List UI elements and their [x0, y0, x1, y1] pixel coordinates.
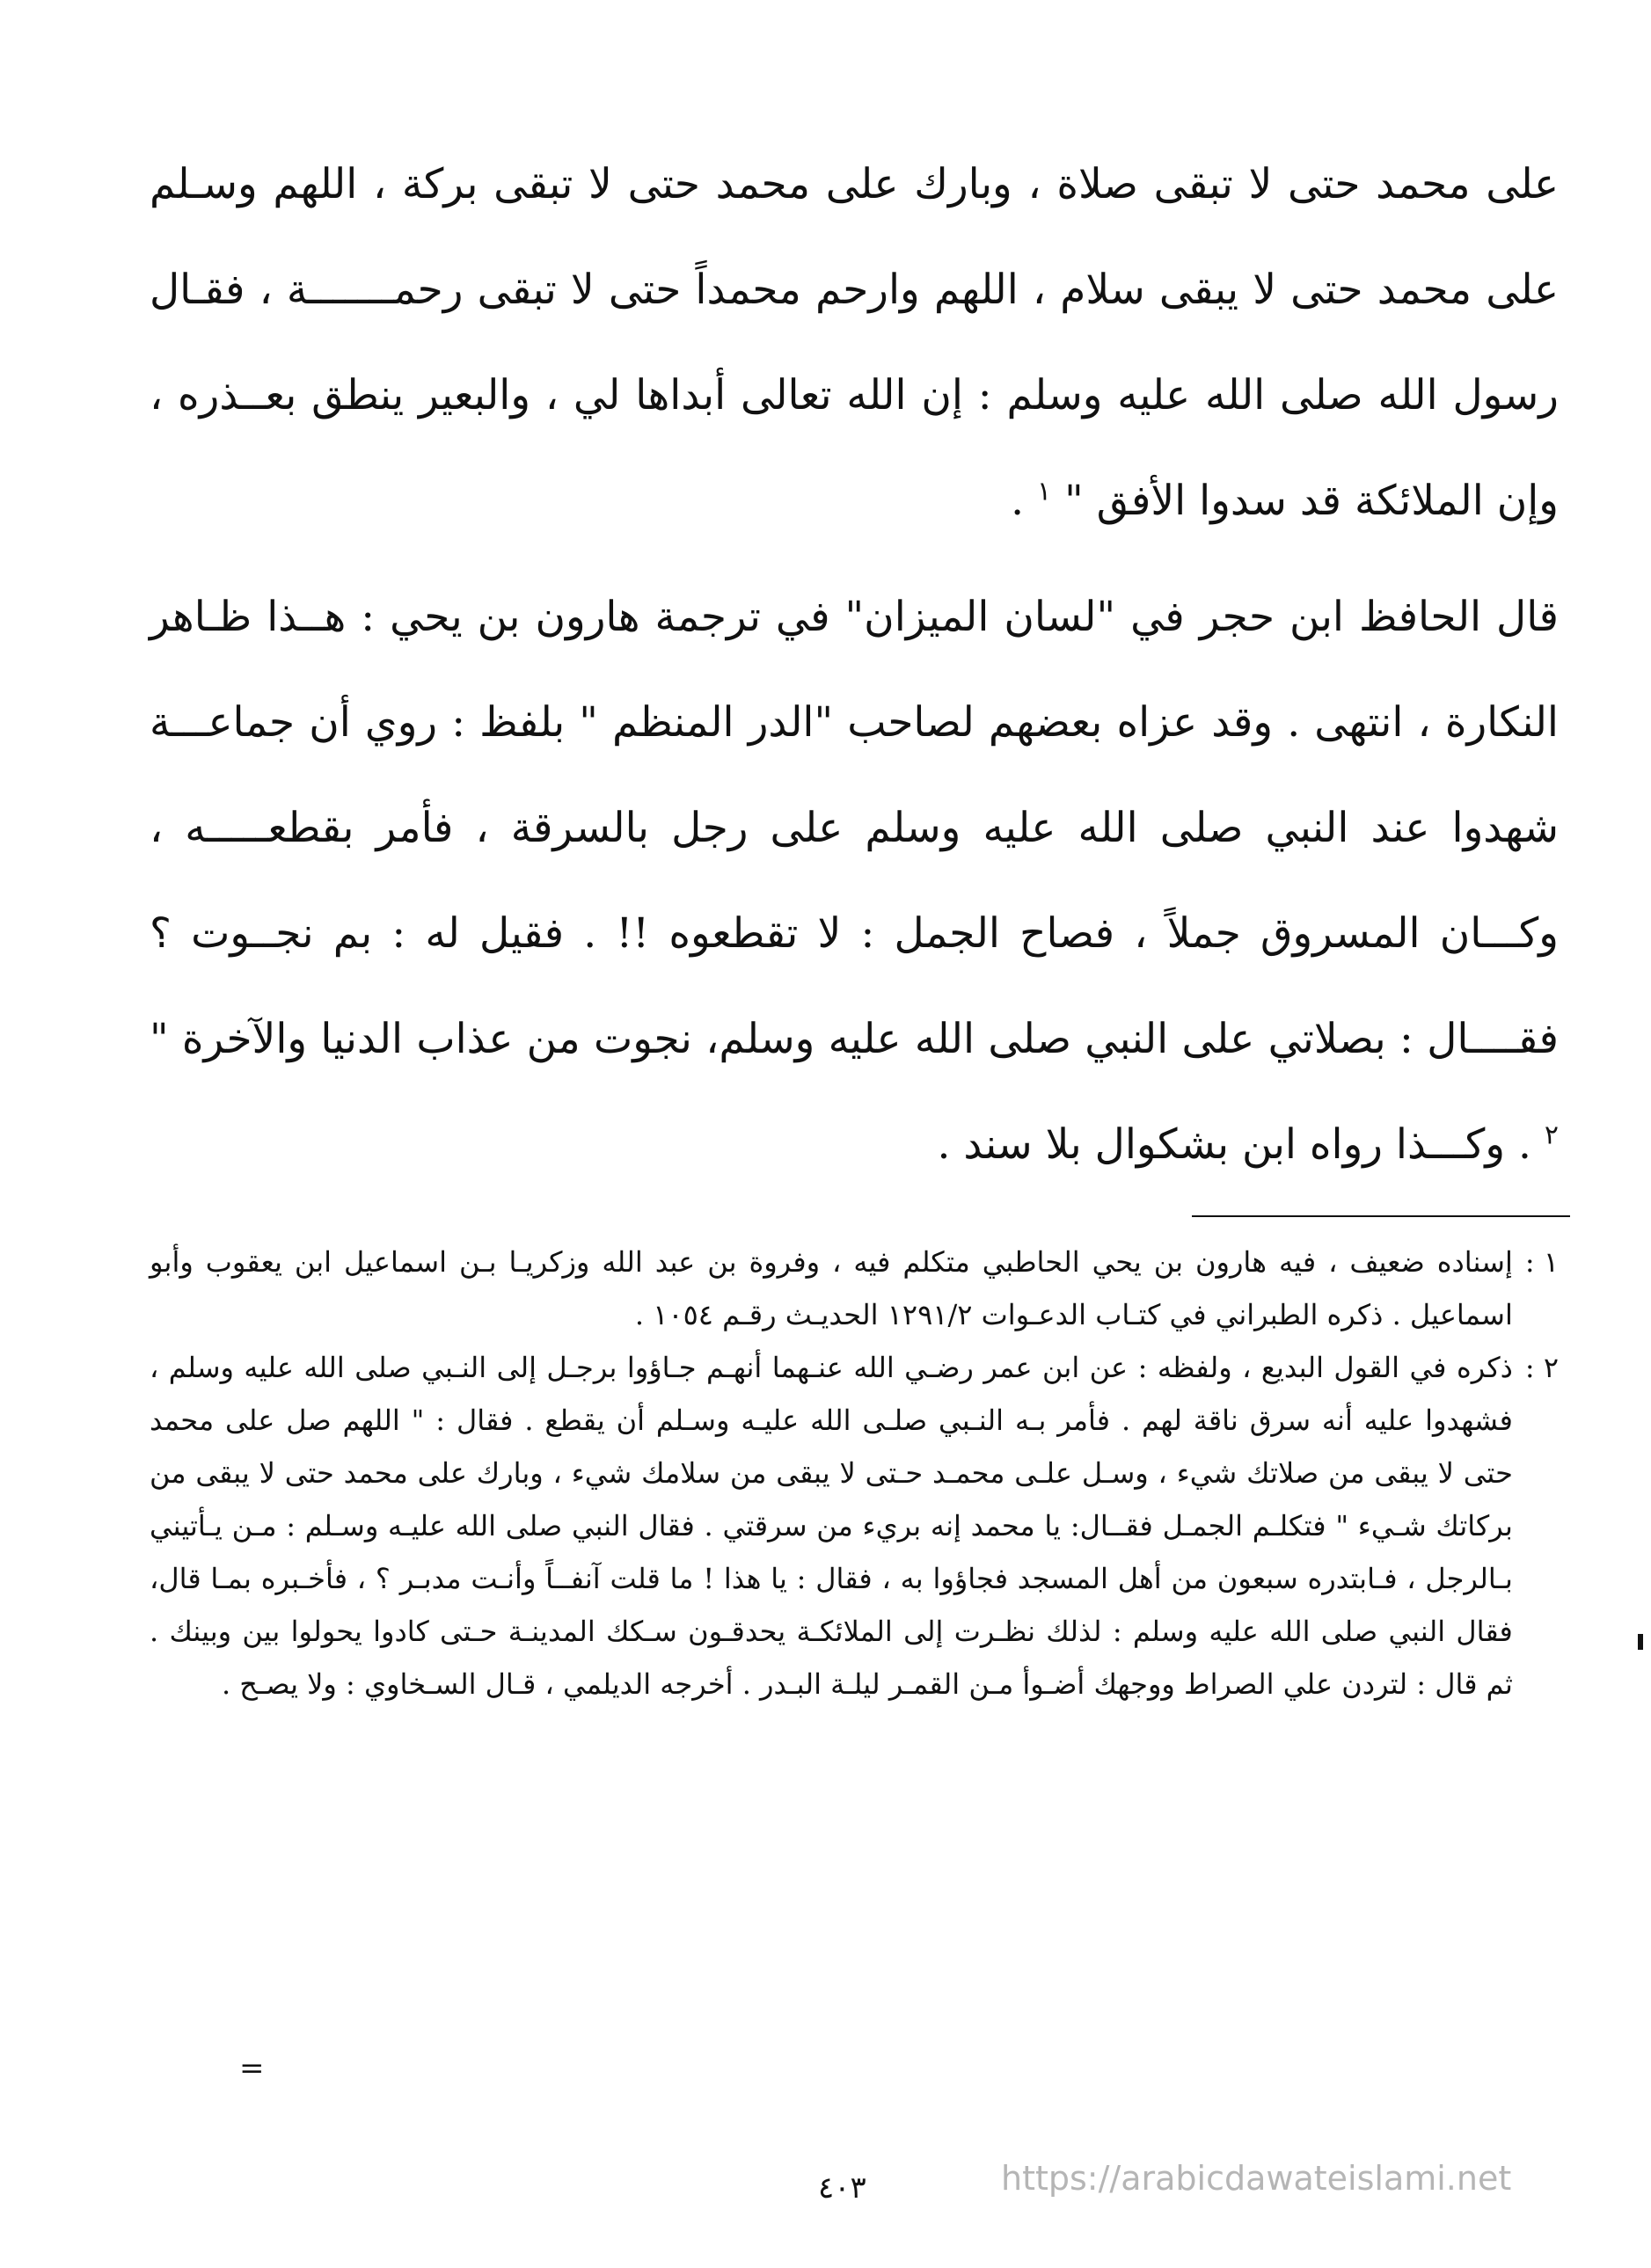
footnote-ref-2: ٢ [1544, 1119, 1559, 1151]
paragraph-1-end: . [1011, 477, 1025, 525]
footnote-divider [1192, 1215, 1570, 1217]
footnote-1 [150, 1236, 1559, 1341]
footnote-1-text: إسناده ضعيف ، فيه هارون بن يحي الحاطبي متكلم فيه ، وفروة بن عبد الله وزكريـا بـن اسماعيل ابن يعقوب وأبو اسماعيل . ذكره الطبراني في كتـاب الدعـوات ١٢٩١/٢ الحديـث رقـم ١٠٥٤ . [150, 1245, 1513, 1331]
footnote-2-text: ذكره في القول البديع ، ولفظه : عن ابن عمر رضـي الله عنـهما أنهـم جـاؤوا برجـل إلى النـبي صلى الله عليه وسلم ، فشهدوا عليه أنه سرق ناقة لهم . فأمر بـه النـبي صلـى الله عليـه وسـلم أن يقطع . فقال : " اللهم صل على محمد حتى لا يبقى من صلاتك شيء ، وسـل علـى محمـد حـتى لا يبقى من سلامك شيء ، وبارك على محمد حتى لا يبقى من بركاتك شـيء " فتكلـم الجمـل فقــال: يا محمد إنه بريء من سرقتي . فقال النبي صلى الله عليـه وسـلم : مـن يـأتيني بـالرجل ، فـابتدره سبعون من أهل المسجد فجاؤوا به ، فقال : يا هذا ! ما قلت آنفــاً وأنـت مدبـر ؟ ، فأخـبره بمـا قال، فقال النبي صلى الله عليه وسلم : لذلك نظـرت إلى الملائكـة يحدقـون سـكك المدينـة حـتى كادوا يحولوا بين وبينك . ثم قال : لتردن علي الصراط ووجهك أضـوأ مـن القمـر ليلـة البـدر . أخرجه الديلمي ، قـال السـخاوي : ولا يصـح . [150, 1351, 1513, 1701]
watermark-url: https://arabicdawateislami.net [1001, 2159, 1512, 2198]
footnotes-section [150, 1236, 1559, 1710]
page-number: ٤٠٣ [818, 2170, 866, 2206]
footnote-ref-1: ١ [1037, 476, 1052, 507]
main-paragraph-2 [150, 565, 1559, 1198]
scan-margin-mark [1638, 1634, 1643, 1650]
footnote-1-marker: ١ : [1524, 1245, 1559, 1279]
main-paragraph-1 [150, 132, 1559, 554]
paragraph-2-end: . وكـــذا رواه ابن بشكوال بلا سند . [937, 1120, 1531, 1169]
footnote-2 [150, 1341, 1559, 1710]
continuation-mark: = [239, 2051, 265, 2086]
footnote-2-marker: ٢ : [1524, 1351, 1559, 1384]
paragraph-1-text: على محمد حتى لا تبقى صلاة ، وبارك على محمد حتى لا تبقى بركة ، اللهم وسـلم على محمد حتى لا يبقى سلام ، اللهم وارحم محمداً حتى لا تبقى رحمـــــــة ، فقـال رسول الله صلى الله عليه وسلم : إن الله تعالى أبداها لي ، والبعير ينطق بعــذره ، وإن الملائكة قد سدوا الأفق " [150, 160, 1559, 525]
paragraph-2-text: قال الحافظ ابن حجر في "لسان الميزان" في ترجمة هارون بن يحي : هــذا ظـاهر النكارة ، انتهى . وقد عزاه بعضهم لصاحب "الدر المنظم " بلفظ : روي أن جماعـــة شهدوا عند النبي صلى الله عليه وسلم على رجل بالسرقة ، فأمر بقطعـــــه ، وكـــان المسروق جملاً ، فصاح الجمل : لا تقطعوه !! . فقيل له : بم نجــوت ؟ فقــــال : بصلاتي على النبي صلى الله عليه وسلم، نجوت من عذاب الدنيا والآخرة " [150, 593, 1559, 1063]
